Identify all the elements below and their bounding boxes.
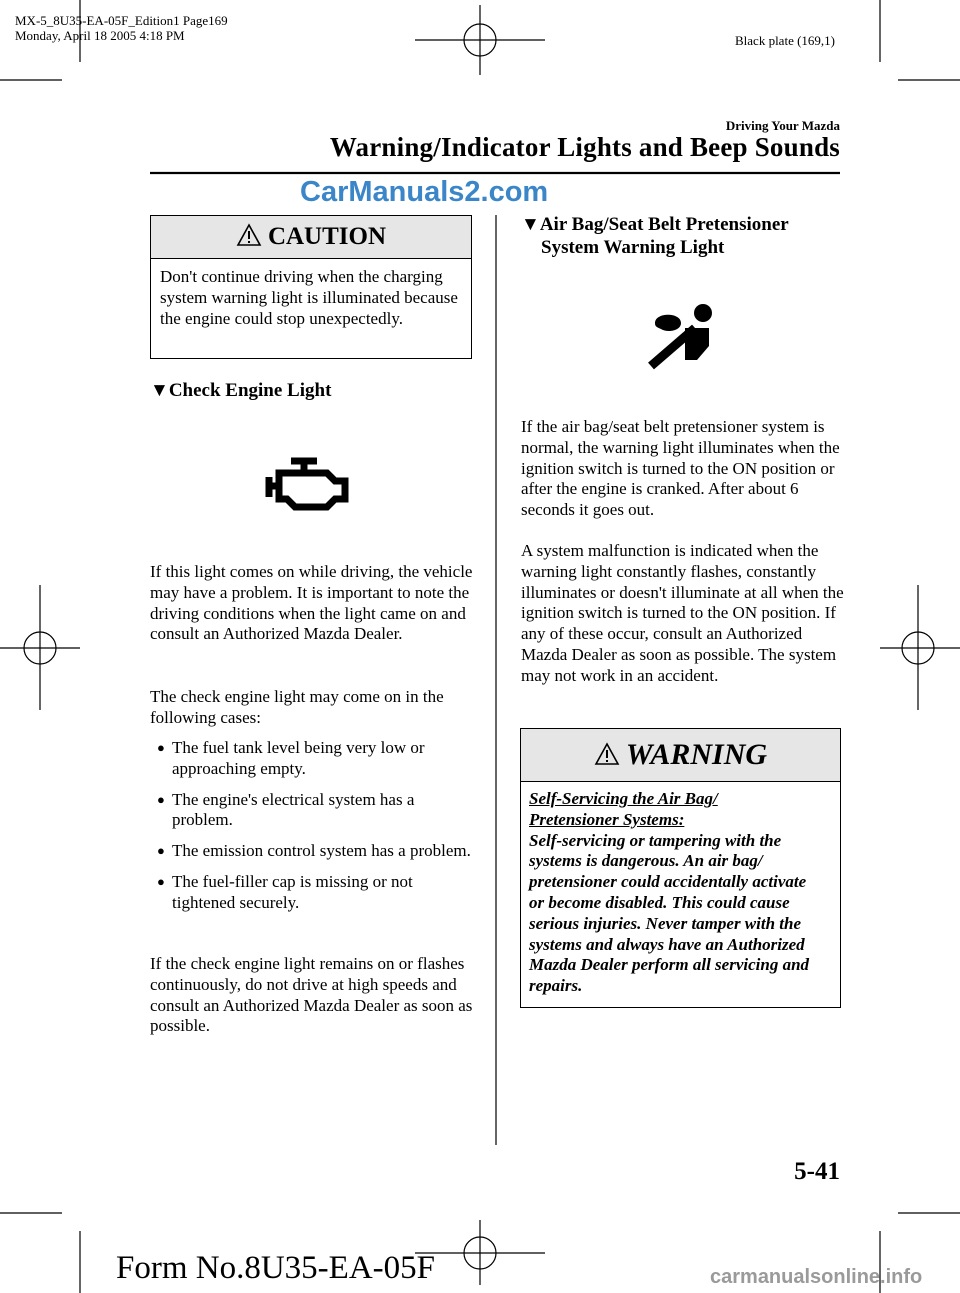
bullet-dot: ●: [157, 843, 165, 859]
page-title: Warning/Indicator Lights and Beep Sounds: [329, 132, 840, 162]
caution-box: [150, 215, 472, 359]
caution-title: CAUTION: [267, 223, 387, 250]
airbag-heading: [521, 213, 789, 259]
check-engine-para1: If this light comes on while driving, the vehicle may have a problem. It is important to note the driving conditions when the light came on and consult an Authorized Mazda Dealer.: [150, 562, 473, 644]
list-item: [150, 738, 475, 780]
black-plate-label: Black plate (169,1): [735, 33, 835, 48]
bullet-text: The fuel-filler cap is missing or not tightened securely.: [172, 871, 413, 912]
check-engine-para3: If the check engine light remains on or flashes continuously, do not drive at high speeds and consult an Authorized Mazda Dealer as soon as possible.: [150, 954, 473, 1036]
bullet-dot: ●: [157, 791, 165, 807]
warning-title: WARNING: [625, 738, 768, 771]
check-engine-title: Check Engine Light: [168, 380, 332, 401]
warning-subtitle: Self-Servicing the Air Bag/ Pretensioner Systems:: [529, 789, 718, 829]
form-number: Form No.8U35-EA-05F: [116, 1250, 435, 1286]
check-engine-para2: The check engine light may come on in the following cases:: [150, 687, 444, 727]
airbag-title-line2: System Warning Light: [541, 237, 725, 258]
bullet-dot: ●: [157, 740, 165, 755]
plate-file-line: MX-5_8U35-EA-05F_Edition1 Page169: [15, 13, 228, 28]
warning-text: Self-servicing or tampering with the systems is dangerous. An air bag/ pretensioner could accidentally activate or become disabled. This could cause serious injuries. Never tamper with the systems and always have an Authorized Mazda Dealer perform all servicing and repairs.: [529, 830, 810, 996]
watermark-bottom: carmanualsonline.info: [710, 1266, 923, 1288]
warning-triangle-icon: [236, 223, 262, 247]
airbag-title-line1: Air Bag/Seat Belt Pretensioner: [539, 214, 789, 235]
bullet-text: The emission control system has a problem.: [172, 841, 471, 861]
check-engine-bullets: [150, 738, 475, 924]
airbag-seatbelt-icon: [645, 300, 717, 372]
bullet-text: The fuel tank level being very low or approaching empty.: [172, 738, 425, 778]
section-marker: ▼: [521, 214, 540, 235]
check-engine-heading: [150, 380, 331, 402]
caution-header: [151, 216, 471, 259]
airbag-para2: A system malfunction is indicated when the warning light constantly flashes, constantly illuminates or doesn't illuminate at all when the ignition switch is turned to the ON position. If any of these occur, consult an Authorized Mazda Dealer as soon as possible. The system may not work in an accident.: [521, 541, 844, 685]
bullet-dot: ●: [157, 873, 165, 889]
list-item: [150, 841, 475, 862]
airbag-para1: If the air bag/seat belt pretensioner system is normal, the warning light illuminates when the ignition switch is turned to the ON position or after the engine is cranked. After about 6 seconds it goes out.: [521, 417, 840, 520]
caution-text: Don't continue driving when the charging system warning light is illuminated because the engine could stop unexpectedly.: [160, 267, 458, 328]
list-item: [150, 872, 475, 914]
warning-triangle-icon: [594, 742, 620, 766]
check-engine-icon: [265, 455, 355, 511]
warning-header: [521, 729, 840, 782]
watermark-top: CarManuals2.com: [300, 176, 549, 208]
list-item: [150, 790, 475, 832]
bullet-text: The engine's electrical system has a problem.: [172, 789, 415, 830]
warning-box: [520, 728, 841, 1008]
section-marker: ▼: [150, 380, 169, 401]
plate-date-line: Monday, April 18 2005 4:18 PM: [15, 28, 185, 43]
page-number: 5-41: [794, 1158, 840, 1185]
chapter-label: Driving Your Mazda: [725, 118, 840, 133]
